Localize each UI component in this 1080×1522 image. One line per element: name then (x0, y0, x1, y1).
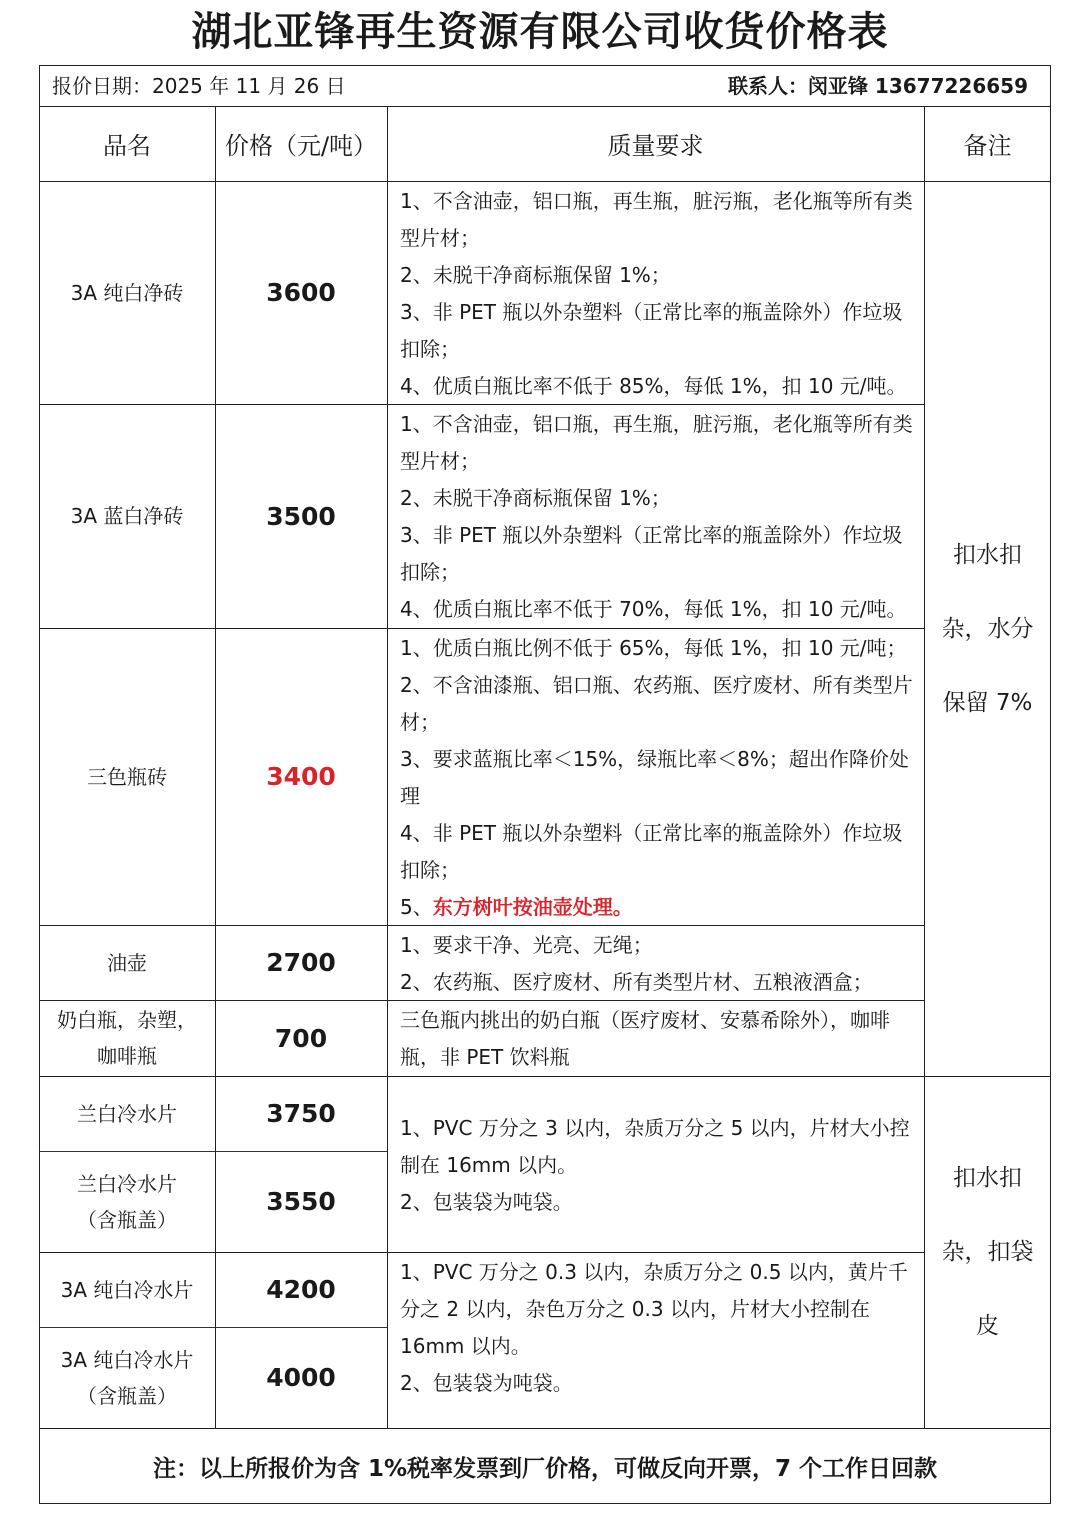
header-name: 品名 (103, 132, 151, 160)
product-price: 4000 (266, 1363, 336, 1392)
header-price: 价格（元/吨） (224, 132, 378, 160)
product-price: 4200 (266, 1275, 336, 1304)
product-name: 3A 纯白冷水片 (60, 1277, 194, 1302)
quality-requirements: 1、PVC 万分之 0.3 以内，杂质万分之 0.5 以内，黄片千分之 2 以内，杂色万分之 0.3 以内，片材大小控制在 16mm 以内。 2、包装袋为吨袋。 (400, 1260, 908, 1395)
highlight-note: 东方树叶按油壶处理。 (432, 895, 633, 919)
column-divider (387, 106, 388, 1428)
header-quality: 质量要求 (607, 132, 704, 160)
product-name: 兰白冷水片 (77, 1101, 177, 1126)
quality-requirements: 1、不含油壶，铝口瓶，再生瓶，脏污瓶，老化瓶等所有类型片材； 2、未脱干净商标瓶保留 1%； 3、非 PET 瓶以外杂塑料（正常比率的瓶盖除外）作垃圾扣除； 4、优质白瓶比率不低于 85%，每低 1%，扣 10 元/吨。 (400, 189, 913, 398)
product-price: 700 (274, 1023, 328, 1053)
product-name: 奶白瓶，杂塑， 咖啡瓶 (57, 1008, 197, 1068)
product-price: 3750 (266, 1099, 336, 1128)
product-name: 3A 蓝白净砖 (70, 504, 184, 528)
product-price: 3600 (266, 278, 336, 307)
contact-info: 联系人：闵亚锋 13677226659 (727, 74, 1028, 98)
product-name: 三色瓶砖 (87, 764, 167, 789)
remark-bag: 扣水扣 杂，扣袋 皮 (941, 1165, 1034, 1339)
quote-date: 报价日期：2025 年 11 月 26 日 (52, 74, 346, 98)
product-name: 3A 纯白冷水片 （含瓶盖） (60, 1347, 194, 1408)
product-price: 3400 (266, 762, 336, 791)
product-name: 油壶 (107, 950, 147, 975)
product-price: 3550 (266, 1187, 336, 1216)
product-price: 3500 (266, 501, 336, 531)
footer-note: 注：以上所报价为含 1%税率发票到厂价格，可做反向开票，7 个工作日回款 (152, 1455, 938, 1482)
quality-requirements: 1、不含油壶，铝口瓶，再生瓶，脏污瓶，老化瓶等所有类型片材； 2、未脱干净商标瓶保留 1%； 3、非 PET 瓶以外杂塑料（正常比率的瓶盖除外）作垃圾扣除； 4、优质白瓶比率不低于 70%，每低 1%，扣 10 元/吨。 (400, 412, 913, 621)
quality-requirements: 三色瓶内挑出的奶白瓶（医疗废材、安慕希除外），咖啡瓶，非 PET 饮料瓶 (400, 1008, 890, 1069)
quality-requirements: 1、要求干净、光亮、无绳； 2、农药瓶、医疗废材、所有类型片材、五粮液酒盒； (400, 933, 873, 994)
product-name: 3A 纯白净砖 (70, 280, 184, 305)
remark-moisture: 扣水扣 杂，水分 保留 7% (941, 541, 1034, 716)
page-title: 湖北亚锋再生资源有限公司收货价格表 (191, 9, 889, 55)
product-name: 兰白冷水片 （含瓶盖） (77, 1171, 177, 1232)
quality-requirements: 1、PVC 万分之 3 以内，杂质万分之 5 以内，片材大小控制在 16mm 以内。 2、包装袋为吨袋。 (400, 1116, 910, 1214)
header-remark: 备注 (963, 132, 1012, 160)
quality-requirements: 1、优质白瓶比例不低于 65%，每低 1%，扣 10 元/吨； 2、不含油漆瓶、铝口瓶、农药瓶、医疗废材、所有类型片材； 3、要求蓝瓶比率＜15%，绿瓶比率＜8%；超出作降价处理 4、非 PET 瓶以外杂塑料（正常比率的瓶盖除外）作垃圾扣除； 5、东方树叶按油壶处理。 (400, 636, 913, 919)
product-price: 2700 (266, 948, 336, 977)
